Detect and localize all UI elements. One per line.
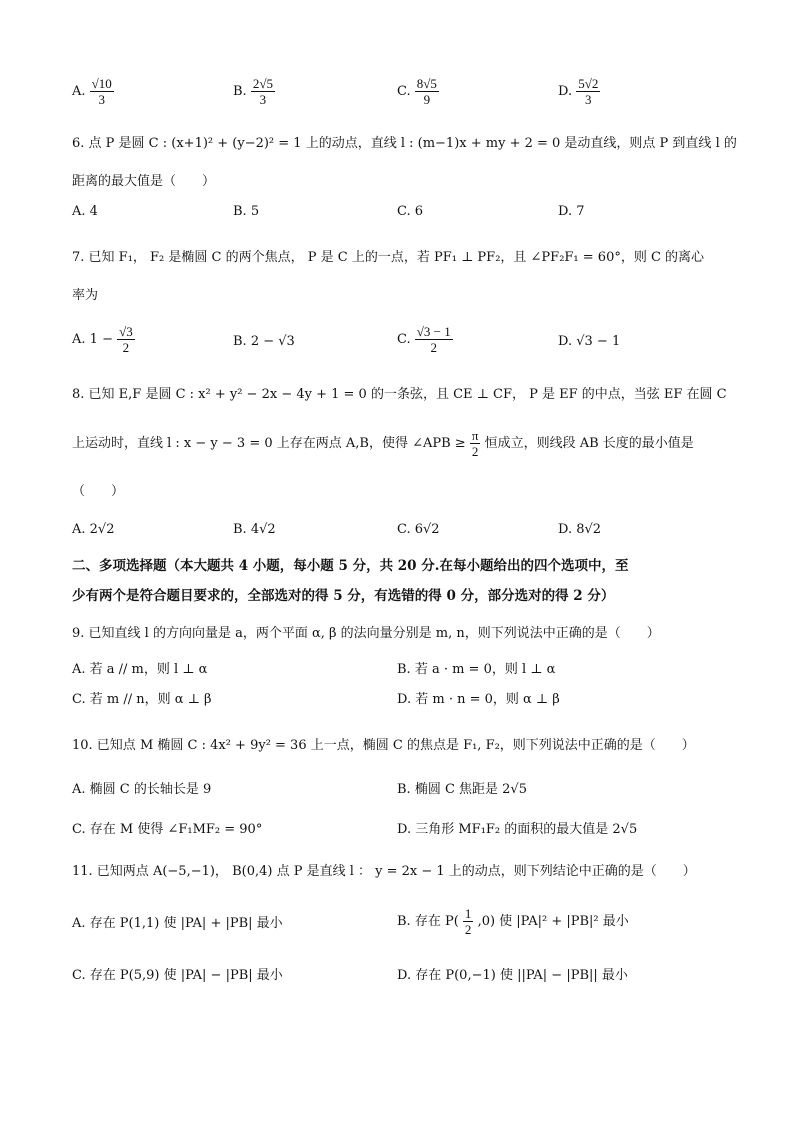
q8-stem-line1: 8. 已知 E,F 是圆 C : x² + y² − 2x − 4y + 1 = 0 的一条弦，且 CE ⊥ CF， P 是 EF 的中点，当弦 EF 在圆 C: [72, 387, 727, 402]
q5-option-b: [233, 76, 275, 107]
section2-heading-line2: 少有两个是符合题目要求的，全部选对的得 5 分，有选错的得 0 分，部分选对的得 2 分）: [72, 588, 615, 604]
q8-option-c: C. 6√2: [397, 522, 440, 537]
q10-option-a: A. 椭圆 C 的长轴长是 9: [72, 782, 212, 797]
q9-stem: 9. 已知直线 l 的方向向量是 a，两个平面 α, β 的法向量分别是 m, n，则下列说法中正确的是（ ）: [72, 626, 660, 641]
q11-option-d: D. 存在 P(0,−1) 使 ||PA| − |PB|| 最小: [397, 968, 628, 983]
q11-option-a: A. 存在 P(1,1) 使 |PA| + |PB| 最小: [72, 916, 283, 931]
q9-option-c: C. 若 m // n，则 α ⊥ β: [72, 692, 212, 707]
q11-stem: 11. 已知两点 A(−5,−1)， B(0,4) 点 P 是直线 l ： y = 2x − 1 上的动点，则下列结论中正确的是（ ）: [72, 864, 696, 879]
q6-option-a: A. 4: [72, 204, 98, 219]
fraction: $\frac{√3}{2}$: [119, 324, 133, 355]
q8-stem-line3: （ ）: [72, 484, 125, 499]
option-label: C.: [397, 84, 411, 99]
q10-option-b: B. 椭圆 C 焦距是 2√5: [397, 782, 527, 797]
q7-option-c: C. $\frac{√3 - 1}{2}$: [397, 324, 451, 355]
option-label: A.: [72, 84, 86, 99]
q7-stem-line1: 7. 已知 F₁， F₂ 是椭圆 C 的两个焦点， P 是 C 上的一点，若 PF₁ ⊥ PF₂，且 ∠PF₂F₁ = 60°，则 C 的离心: [72, 250, 705, 265]
fraction: $\frac{5√2}{3}$: [578, 76, 599, 107]
q11-option-b: B. 存在 P( $\frac{1}{2}$ ,0) 使 |PA|² + |PB|² 最小: [397, 906, 629, 937]
q5-option-c: [397, 76, 439, 107]
q5-option-d: [558, 76, 600, 107]
q9-option-b: B. 若 a · m = 0，则 l ⊥ α: [397, 662, 556, 677]
q5-option-a: [72, 76, 114, 107]
fraction: $\frac{8√5}{9}$: [416, 76, 437, 107]
fraction: $\frac{1}{2}$: [464, 906, 472, 937]
fraction: $\frac{\pi}{2}$: [471, 428, 479, 459]
q7-option-a: A. 1 − $\frac{√3}{2}$: [72, 324, 133, 355]
fraction: $\frac{2√5}{3}$: [252, 76, 273, 107]
q8-option-a: A. 2√2: [72, 522, 115, 537]
q7-stem-line2: 率为: [72, 288, 99, 303]
q11-option-c: C. 存在 P(5,9) 使 |PA| − |PB| 最小: [72, 968, 283, 983]
option-label: D.: [558, 84, 573, 99]
q9-option-d: D. 若 m · n = 0，则 α ⊥ β: [397, 692, 560, 707]
q8-stem-line2: 上运动时，直线 l : x − y − 3 = 0 上存在两点 A,B，使得 ∠APB ≥ $\frac{\pi}{2}$ 恒成立，则线段 AB 长度的最小值是: [72, 428, 694, 459]
q7-option-b: B. 2 − √3: [233, 334, 295, 349]
q10-option-d: D. 三角形 MF₁F₂ 的面积的最大值是 2√5: [397, 822, 638, 837]
section2-heading-line1: 二、多项选择题（本大题共 4 小题，每小题 5 分，共 20 分.在每小题给出的四个选项中，至: [72, 558, 629, 574]
q6-option-c: C. 6: [397, 204, 424, 219]
q10-option-c: C. 存在 M 使得 ∠F₁MF₂ = 90°: [72, 822, 263, 837]
fraction: $\frac{√3 - 1}{2}$: [416, 324, 451, 355]
q6-option-d: D. 7: [558, 204, 585, 219]
q6-option-b: B. 5: [233, 204, 260, 219]
option-label: B.: [233, 84, 247, 99]
q6-stem-line2: 距离的最大值是（ ）: [72, 174, 216, 189]
q10-stem: 10. 已知点 M 椭圆 C : 4x² + 9y² = 36 上一点，椭圆 C 的焦点是 F₁, F₂，则下列说法中正确的是（ ）: [72, 738, 695, 753]
q8-option-d: D. 8√2: [558, 522, 602, 537]
q6-stem-line1: 6. 点 P 是圆 C : (x+1)² + (y−2)² = 1 上的动点，直线 l : (m−1)x + my + 2 = 0 是动直线，则点 P 到直线 l 的: [72, 136, 737, 151]
q8-option-b: B. 4√2: [233, 522, 276, 537]
q9-option-a: A. 若 a // m，则 l ⊥ α: [72, 662, 208, 677]
fraction: $\frac{√10}{3}$: [91, 76, 112, 107]
q7-option-d: D. √3 − 1: [558, 334, 621, 349]
